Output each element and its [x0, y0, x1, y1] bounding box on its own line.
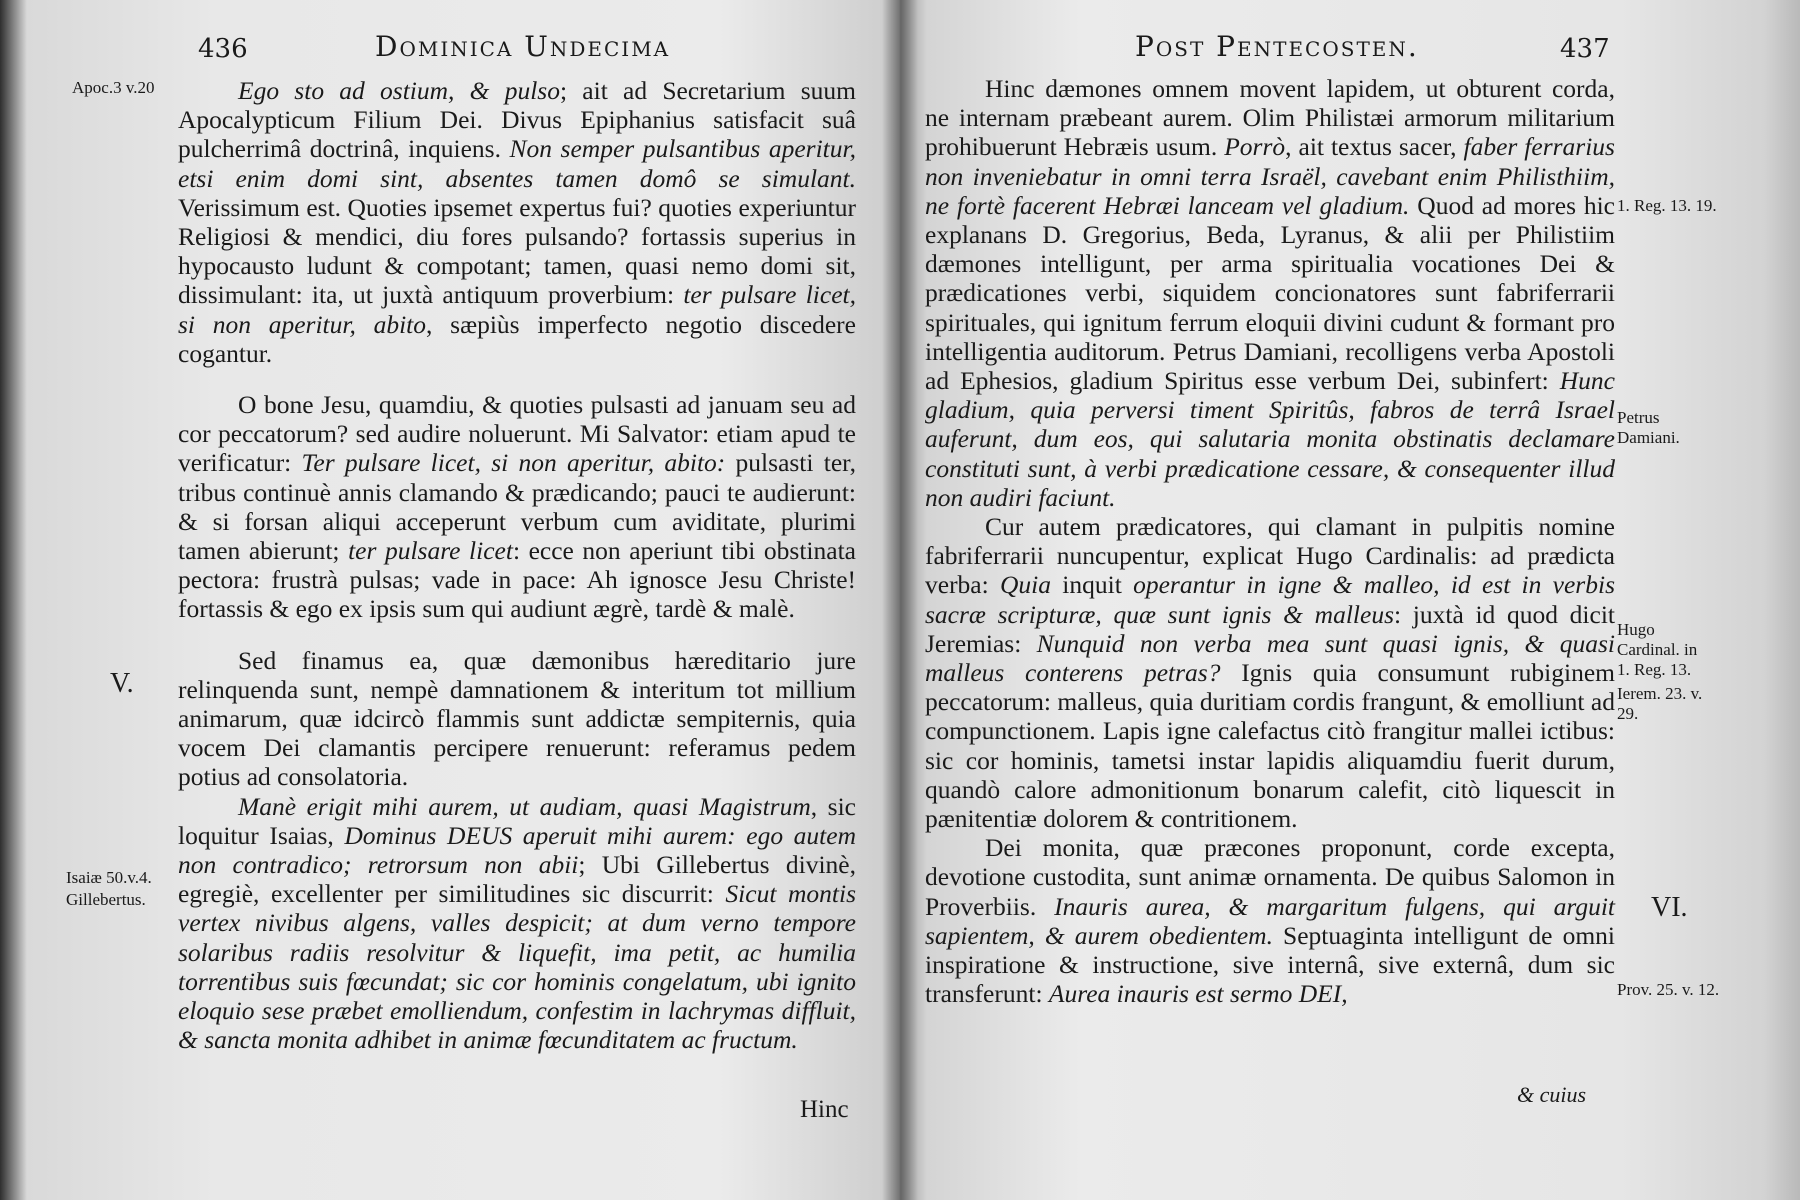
left-text-block	[178, 76, 856, 1055]
margin-note-apoc: Apoc.3 v.20	[72, 78, 155, 97]
paragraph: Dei monita, quæ præcones proponunt, corde excepta, devotione custodita, sunt animæ ornamenta. De quibus Salomon in Proverbiis. Inauris aurea, & margaritum fulgens, qui arguit sapientem, & aurem obedientem. Septuaginta intelligunt de omni inspiratione & instructione, sive internâ, sive externâ, dum sic transferunt: Aurea inauris est sermo DEI,	[925, 833, 1615, 1009]
margin-note-ierem: Ierem. 23. v. 29.	[1617, 684, 1703, 723]
paragraph: O bone Jesu, quamdiu, & quoties pulsasti ad januam seu ad cor peccatorum? sed audire noluerunt. Mi Salvator: etiam apud te verificatur: Ter pulsare licet, si non aperitur, abito: pulsasti ter, tribus continuè annis clamando & prædicando; pauci te audierunt: & si forsan aliqui acceperunt verbum cum aviditate, plurimi tamen abierunt; ter pulsare licet: ecce non aperiunt tibi obstinata pectora: frustrà pulsas; vade in pace: Ah ignosce Jesu Christe! fortassis & ego ex ipsis sum qui audiunt ægrè, tardè & malè.	[178, 390, 856, 624]
left-catchword: Hinc	[800, 1096, 849, 1123]
margin-note-reg: 1. Reg. 13. 19.	[1617, 196, 1717, 215]
right-text-block	[925, 74, 1615, 1009]
left-folio: 436	[198, 34, 248, 64]
margin-note-hugo: Hugo Cardinal. in 1. Reg. 13.	[1617, 620, 1698, 679]
paragraph: Hinc dæmones omnem movent lapidem, ut obturent corda, ne internam præbeant aurem. Olim Philistæi armorum militarium prohibuerunt Hebræis usum. Porrò, ait textus sacer, faber ferrarius non inveniebatur in omni terra Israël, cavebant enim Philisthiim, ne fortè facerent Hebræi lanceam vel gladium. Quod ad mores hic explanans D. Gregorius, Beda, Lyranus, & alii per Philistiim dæmones intelligunt, per arma spiritualia vocationes Dei & prædicationes verbi, siquidem concionatores sunt fabriferrarii spirituales, qui ignitum ferrum eloquii divini cudunt & formant pro intelligentia auditorum. Petrus Damiani, recolligens verba Apostoli ad Ephesios, gladium Spiritus esse verbum Dei, subinfert: Hunc gladium, quia perversi timent Spiritûs, fabros de terrâ Israel auferunt, dum eos, qui salutaria monita obstinatis declamare constituti sunt, à verbi prædicatione cessare, & consequenter illud non audiri faciunt.	[925, 74, 1615, 512]
margin-note-gillebertus: Gillebertus.	[66, 890, 146, 909]
section-number-v: V.	[110, 668, 134, 699]
right-catchword: & cuius	[1517, 1082, 1587, 1107]
margin-note-petrus-damiani: Petrus Damiani.	[1617, 408, 1680, 447]
right-page	[905, 0, 1800, 1200]
paragraph: Manè erigit mihi aurem, ut audiam, quasi Magistrum, sic loquitur Isaias, Dominus DEUS aperuit mihi aurem: ego autem non contradico; retrorsum non abii; Ubi Gillebertus divinè, egregiè, excellenter per similitudines sic discurrit: Sicut montis vertex nivibus algens, valles despicit; at dum verno tempore solaribus radiis resolvitur & liquefit, ima petit, ac humilia torrentibus suis fœcundat; sic cor hominis congelatum, ubi ignito eloquio sese præbet emolliendum, confestim in lachrymas diffluit, & sancta monita adhibet in animæ fœcunditatem ac fructum.	[178, 791, 857, 1055]
right-running-head: Post Pentecosten.	[1135, 30, 1419, 63]
left-running-head: Dominica Undecima	[375, 30, 671, 63]
margin-note-isaiae: Isaiæ 50.v.4.	[66, 868, 152, 887]
left-page	[0, 0, 895, 1200]
margin-note-prov: Prov. 25. v. 12.	[1617, 980, 1720, 999]
right-folio: 437	[1560, 34, 1610, 64]
section-number-vi: VI.	[1651, 892, 1688, 923]
paragraph: Ego sto ad ostium, & pulso; ait ad Secretarium suum Apocalypticum Filium Dei. Divus Epiphanius satisfacit suâ pulcherrimâ doctrinâ, inquiens. Non semper pulsantibus aperitur, etsi enim domi sint, absentes tamen domô se simulant. Verissimum est. Quoties ipsemet expertus fui? quoties experiuntur Religiosi & mendici, diu fores pulsando? fortassis superius in hypocausto ludunt & compotant; tamen, quasi nemo domi sit, dissimulant: ita, ut juxtà antiquum proverbium: ter pulsare licet, si non aperitur, abito, sæpiùs imperfecto negotio discedere cogantur.	[178, 76, 857, 368]
paragraph: Sed finamus ea, quæ dæmonibus hæreditario jure relinquenda sunt, nempè damnationem & interitum tot millium animarum, quæ idcircò flammis sunt addictæ sempiternis, quia vocem Dei clamantis percipere renuerunt: referamus pedem potius ad consolatoria.	[178, 645, 856, 792]
paragraph: Cur autem prædicatores, qui clamant in pulpitis nomine fabriferrarii nuncupentur, explicat Hugo Cardinalis: ad prædicta verba: Quia inquit operantur in igne & malleo, id est in verbis sacræ scripturæ, quæ sunt ignis & malleus: juxtà id quod dicit Jeremias: Nunquid non verba mea sunt quasi ignis, & quasi malleus conterens petras? Ignis quia consumunt rubiginem peccatorum: malleus, quia duritiam cordis frangunt, & emolliunt ad compunctionem. Lapis igne calefactus citò frangitur mallei ictibus: sic cor hominis, tametsi instar lapidis aliquamdiu fuerit durum, quandò calore admonitionum bonarum calefit, citò liquescit in pænitentiæ dolorem & contritionem.	[925, 512, 1615, 834]
